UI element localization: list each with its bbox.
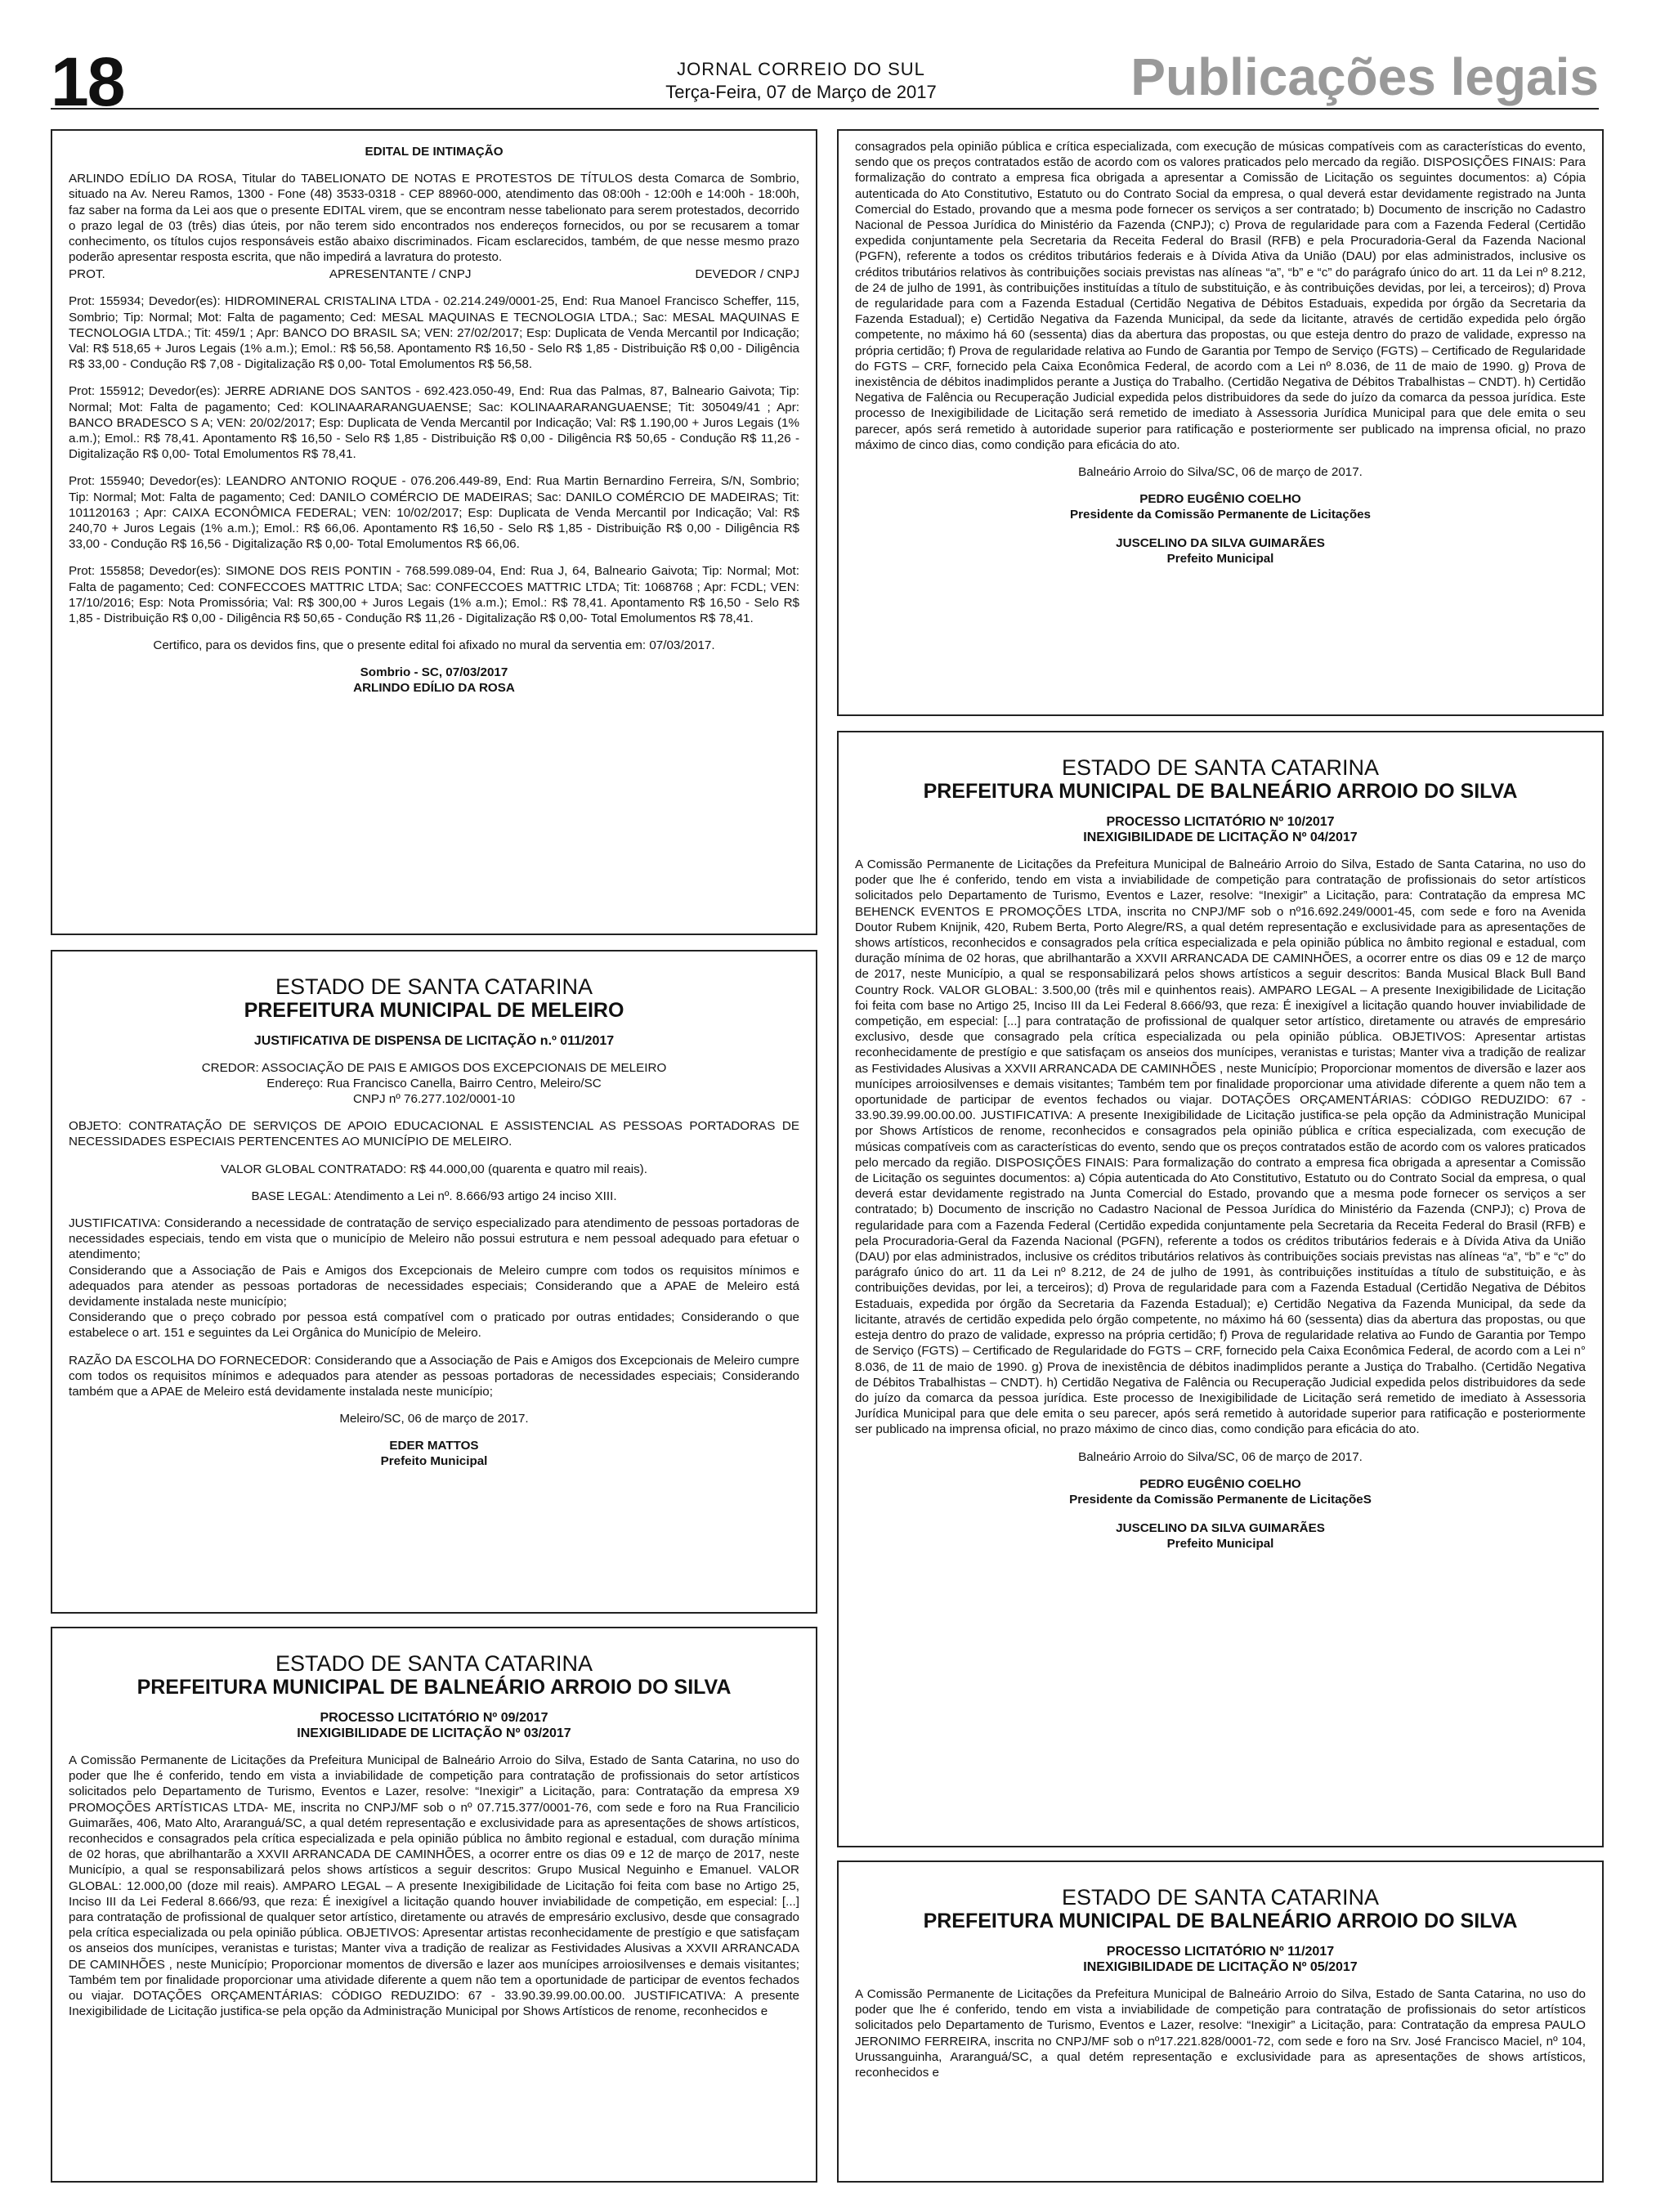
protest-entry: Prot: 155912; Devedor(es): JERRE ADRIANE DOS SANTOS - 692.423.050-49, End: Rua das Palmas, 87, Balneario Gaivota; Tip: Normal; Mot: Falta de pagamento; Ced: KOLINAARARANGUAENSE; Sac: KOLINAARARANGUAENSE; Tit: 305049/41 ; Apr: BANCO BRADESCO S A; VEN: 20/02/2017; Esp: Duplicata de Venda Mercantil por Indicação; Val: R$ 1.190,00 + Juros Legais (1% a.m.); Emol.: R$ 78,41. Apontamento R$ 16,50 - Selo R$ 1,85 - Distribuição R$ 0,00 - Diligência R$ 50,65 - Condução R$ 11,26 - Digitalização R$ 0,00- Total Emolumentos R$ 78,41. [69,384,799,462]
process-number: PROCESSO LICITATÓRIO Nº 10/2017 [1106,815,1335,829]
notice-title: EDITAL DE INTIMAÇÃO [365,145,504,159]
organization-heading: PREFEITURA MUNICIPAL DE MELEIRO [244,999,624,1022]
organization-heading: PREFEITURA MUNICIPAL DE BALNEÁRIO ARROIO DO SILVA [923,780,1518,803]
page-number: 18 [51,43,124,120]
state-heading: ESTADO DE SANTA CATARINA [1061,1885,1380,1910]
inexigibility-number: INEXIGIBILIDADE DE LICITAÇÃO Nº 03/2017 [297,1726,571,1740]
notice-arroio-09-2017 [51,1627,817,2183]
signature-name: PEDRO EUGÊNIO COELHO [1139,492,1301,507]
justification: JUSTIFICATIVA: Considerando a necessidade de contratação de serviço especializado para atendimento de pessoas portadoras de necessidades especiais, tendo em vista que o município de Meleiro não possui estrutura e nem pessoal adequado para efetuar o atendimento; [69,1216,799,1262]
column-headers [69,266,799,282]
notice-intro: ARLINDO EDÍLIO DA ROSA, Titular do TABELIONATO DE NOTAS E PROTESTOS DE TÍTULOS desta Comarca de Sombrio, situado na Av. Nereu Ramos, 1300 - Fone (48) 3533-0318 - CEP 88960-000, atendimento das 08:00h - 12:00h e 14:00h - 18:00h, faz saber na forma da Lei aos que o presente EDITAL virem, que se encontram nesse tabelionato para serem protestados, decorrido o prazo legal de 03 (três) dias úteis, por não terem sido encontrados nos endereços fornecidos, ou por se recusarem a tomar conhecimento, os títulos cujos responsáveis estão abaixo discriminados. Ficam esclarecidos, também, de que nesse mesmo prazo poderão apresentar resposta escrita, que não impedirá a lavratura do protesto. [69,172,799,265]
process-number: PROCESSO LICITATÓRIO Nº 11/2017 [1106,1945,1335,1959]
creditor-cnpj: CNPJ nº 76.277.102/0001-10 [352,1092,516,1106]
col-devedor: DEVEDOR / CNPJ [695,267,799,282]
signature-name: JUSCELINO DA SILVA GUIMARÃES [1116,536,1325,551]
state-heading: ESTADO DE SANTA CATARINA [275,1651,593,1676]
notice-body: A Comissão Permanente de Licitações da Prefeitura Municipal de Balneário Arroio do Silva, Estado de Santa Catarina, no uso do poder que lhe é conferido, tendo em vista a inviabilidade de competição para contratação de profissionais do setor artísticos solicitados pelo Departamento de Turismo, Eventos e Lazer, resolve: “Inexigir” a Licitação, para: Contratação da empresa X9 PROMOÇÕES ARTÍSTICAS LTDA- ME, inscrita no CNPJ/MF sob o nº 07.715.377/0001-76, com sede e foro na Rua Francilicio Guimarães, 406, Mato Alto, Araranguá/SC, a qual detém representação e exclusividade para as apresentações de shows artísticos, reconhecidos e consagrados pela crítica especializada e pela opinião pública no âmbito regional e estadual, com duração mínima de 02 horas, que abrilhantarão a XXVII ARRANCADA DE CAMINHÕES, a ocorrer entre os dias 09 e 12 de março de 2017, neste Município, a qual se responsabilizará pelos shows artísticos a seguir descritos: Grupo Musical Neguinho e Emanuel. VALOR GLOBAL: 12.000,00 (doze mil reais). AMPARO LEGAL – A presente Inexigibilidade de Licitação foi feita com base no Artigo 25, Inciso III da Lei Federal 8.666/93, que reza: É inexigível a licitação quando houver inviabilidade de competição, em especial: [...] para contratação de profissional de qualquer setor artístico, diretamente ou através de empresário exclusivo, desde que consagrado pela crítica especializada ou pela opinião pública. OBJETIVOS: Apresentar artistas reconhecidamente de prestígio e que satisfaçam os anseios dos munícipes, veranistas e turistas; Manter viva a tradição de realizar as Festividades Alusivas a XXVII ARRANCADA DE CAMINHÕES , neste Município; Proporcionar momentos de diversão e lazer aos munícipes arroiosilvenses e demais visitantes; Também tem por finalidade proporcionar uma atividade diferente a quem não tem a oportunidade de participar de eventos fechados ou viajar. DOTAÇÕES ORÇAMENTÁRIAS: CÓDIGO REDUZIDO: 67 - 33.90.39.99.00.00.00. JUSTIFICATIVA: A presente Inexigibilidade de Licitação justifica-se pela opção da Administração Municipal por Shows Artísticos de renome, reconhecidos e [69,1753,799,2019]
protest-entry: Prot: 155934; Devedor(es): HIDROMINERAL CRISTALINA LTDA - 02.214.249/0001-25, End: Rua Manoel Francisco Scheffer, 115, Sombrio; Tip: Normal; Mot: Falta de pagamento; Ced: MESAL MAQUINAS E TECNOLOGIA LTDA.; Sac: MESAL MAQUINAS E TECNOLOGIA LTDA.; Tit: 459/1 ; Apr: BANCO DO BRASIL SA; VEN: 27/02/2017; Esp: Duplicata de Venda Mercantil por Indicação; Val: R$ 518,65 + Juros Legais (1% a.m.); Emol.: R$ 56,58. Apontamento R$ 16,50 - Selo R$ 1,85 - Distribuição R$ 0,00 - Diligência R$ 33,00 - Condução R$ 7,08 - Digitalização R$ 0,00- Total Emolumentos R$ 56,58. [69,294,799,372]
signature-title: Prefeito Municipal [1166,552,1274,566]
signature-name: EDER MATTOS [389,1439,479,1453]
signature-name: JUSCELINO DA SILVA GUIMARÃES [1116,1520,1325,1535]
supplier-choice-reason: RAZÃO DA ESCOLHA DO FORNECEDOR: Considerando que a Associação de Pais e Amigos dos Excepcionais de Meleiro cumpre com todos os requisitos mínimos e adequados para atender as pessoas portadoras de necessidades especiais; Considerando também que a APAE de Meleiro está devidamente instalada neste município; [69,1353,799,1399]
signature-name: PEDRO EUGÊNIO COELHO [1139,1476,1301,1491]
newspaper-name: JORNAL CORREIO DO SUL [677,59,925,79]
signature-title: Presidente da Comissão Permanente de LicitaçõeS [1069,1492,1372,1507]
signature-place-date: Sombrio - SC, 07/03/2017 [360,665,508,680]
organization-heading: PREFEITURA MUNICIPAL DE BALNEÁRIO ARROIO DO SILVA [923,1910,1518,1932]
notice-body: A Comissão Permanente de Licitações da Prefeitura Municipal de Balneário Arroio do Silva, Estado de Santa Catarina, no uso do poder que lhe é conferido, tendo em vista a inviabilidade de competição para contratação de profissionais do setor artísticos solicitados pelo Departamento de Turismo, Eventos e Lazer, resolve: “Inexigir” a Licitação, para: Contratação da empresa PAULO JERONIMO FERREIRA, inscrita no CNPJ/MF sob o nº17.221.828/0001-72, com sede e foro na Srv. José Francisco Maciel, nº 104, Urussanguinha, Araranguá/SC, a qual detém representação e exclusividade para as apresentações de shows artísticos, reconhecidos e [855,1987,1586,2080]
notice-date: Balneário Arroio do Silva/SC, 06 de março de 2017. [1078,1449,1363,1464]
state-heading: ESTADO DE SANTA CATARINA [275,974,593,999]
creditor-address: Endereço: Rua Francisco Canella, Bairro Centro, Meleiro/SC [266,1077,602,1090]
inexigibility-number: INEXIGIBILIDADE DE LICITAÇÃO Nº 05/2017 [1083,1960,1358,1974]
col-apresentante: APRESENTANTE / CNPJ [329,267,472,282]
signature-title: Prefeito Municipal [1166,1536,1274,1551]
notice-edital-intimacao [51,129,817,935]
process-number: PROCESSO LICITATÓRIO Nº 09/2017 [320,1711,548,1725]
notice-body: consagrados pela opinião pública e crítica especializada, com execução de músicas compatíveis com as características do evento, sendo que os preços contratados estão de acordo com os valores praticados pelo mercado da região. DISPOSIÇÕES FINAIS: Para formalização do contrato a empresa fica obrigada a apresentar a Comissão de Licitação os seguintes documentos: a) Cópia autenticada do Ato Constitutivo, Estatuto ou do Contrato Social da empresa, o qual deverá estar devidamente registrado na Junta Comercial do Estado, provando que a mesma pode fornecer os serviços a ser contratado; b) Documento de inscrição no Cadastro Nacional de Pessoa Jurídica do Ministério da Fazenda (CNPJ); c) Prova de regularidade para com a Fazenda Federal (Certidão expedida conjuntamente pela Secretaria da Receita Federal do Brasil (RFB) e pela Procuradoria-Geral da Fazenda Nacional (PGFN), referente a todos os créditos tributários federais e à Dívida Ativa da União (DAU) por elas administrados, inclusive os créditos tributários relativos às contribuições sociais previstas nas alíneas “a”, “b” e “c” do parágrafo único do art. 11 da Lei nº 8.212, de 24 de julho de 1991, às contribuições instituídas a título de substituição, e às contribuições devidas, por lei, a terceiros); d) Prova de regularidade para com a Fazenda Estadual (Certidão Negativa de Débitos Estaduais, expedida por órgão da Secretaria da Fazenda Estadual); e) Certidão Negativa da Fazenda Municipal, da sede da licitante, através de certidão expedida pelo órgão competente, no máximo há 60 (sessenta) dias da abertura das propostas, ou que esteja dentro do prazo de validade, expresso na própria certidão; f) Prova de regularidade relativa ao Fundo de Garantia por Tempo de Serviço (FGTS) – Certificado de Regularidade do FGTS – CRF, fornecido pela Caixa Econômica Federal, de acordo com a Lei nº 8.036, de 11 de maio de 1990. g) Prova de inexistência de débitos inadimplidos perante a Justiça do Trabalho. (Certidão Negativa de Débitos Trabalhistas – CNDT). h) Certidão Negativa de Falência ou Recuperação Judicial expedida pelos distribuidores da sede do juízo da comarca da pessoa jurídica. Este processo de Inexigibilidade de Licitação será remetido de imediato à Assessoria Jurídica Municipal para que dele emita o seu parecer, após será remetido à autoridade superior para ratificação e posteriormente ser publicado na imprensa oficial, no prazo máximo de cinco dias, como condição para eficácia do ato. [855,140,1586,452]
notice-body: A Comissão Permanente de Licitações da Prefeitura Municipal de Balneário Arroio do Silva, Estado de Santa Catarina, no uso do poder que lhe é conferido, tendo em vista a inviabilidade de competição para contratação de profissionais do setor artísticos solicitados pelo Departamento de Turismo, Eventos e Lazer, resolve: “Inexigir” a Licitação, para: Contratação da empresa MC BEHENCK EVENTOS E PROMOÇÕES LTDA, inscrita no CNPJ/MF sob o nº16.692.249/0001-45, com sede e foro na Avenida Doutor Rubem Knijnik, 420, Rubem Berta, Porto Alegre/RS, a qual detém representação e exclusividade para as apresentações de shows artísticos, reconhecidos e consagrados pela crítica especializada e pela opinião pública no âmbito regional e estadual, com duração mínima de 02 horas, que abrilhantarão a XXVII ARRANCADA DE CAMINHÕES, a ocorrer entre os dias 09 e 12 de março de 2017, neste Município, a qual se responsabilizará pelos shows artísticos a seguir descritos: Banda Musical Black Bull Band Country Rock. VALOR GLOBAL: 3.500,00 (três mil e quinhentos reais). AMPARO LEGAL – A presente Inexigibilidade de Licitação foi feita com base no Artigo 25, Inciso III da Lei Federal 8.666/93, que reza: É inexigível a licitação quando houver inviabilidade de competição, em especial: [...] para contratação de profissional de qualquer setor artístico, diretamente ou através de empresário exclusivo, desde que consagrado pela crítica especializada ou pela opinião pública. OBJETIVOS: Apresentar artistas reconhecidamente de prestígio e que satisfaçam os anseios dos munícipes, veranistas e turistas; Manter viva a tradição de realizar as Festividades Alusivas a XXVII ARRANCADA DE CAMINHÕES , neste Município; Proporcionar momentos de diversão e lazer aos munícipes arroiosilvenses e demais visitantes; Também tem por finalidade proporcionar uma atividade diferente a quem não tem a oportunidade de participar de eventos fechados ou viajar. DOTAÇÕES ORÇAMENTÁRIAS: CÓDIGO REDUZIDO: 67 - 33.90.39.99.00.00.00. JUSTIFICATIVA: A presente Inexigibilidade de Licitação justifica-se pela opção da Administração Municipal por Shows Artísticos de renome, reconhecidos e consagrados pela opinião pública e crítica especializada, com execução de músicas compatíveis com as características do evento, sendo que os preços contratados estão de acordo com os valores praticados pelo mercado da região. DISPOSIÇÕES FINAIS: Para formalização do contrato a empresa fica obrigada a apresentar a Comissão de Licitação os seguintes documentos: a) Cópia autenticada do Ato Constitutivo, Estatuto ou do Contrato Social da empresa, o qual deverá estar devidamente registrado na Junta Comercial do Estado, provando que a mesma pode fornecer os serviços a ser contratado; b) Documento de inscrição no Cadastro Nacional de Pessoa Jurídica do Ministério da Fazenda (CNPJ); c) Prova de regularidade para com a Fazenda Federal (Certidão expedida conjuntamente pela Secretaria da Receita Federal do Brasil (RFB) e pela Procuradoria-Geral da Fazenda Nacional (PGFN), referente a todos os créditos tributários federais e à Dívida Ativa da União (DAU) por elas administrados, inclusive os créditos tributários relativos às contribuições sociais previstas nas alíneas “a”, “b” e “c” do parágrafo único do art. 11 da Lei nº 8.212, de 24 de julho de 1991, às contribuições instituídas a título de substituição, e às contribuições devidas, por lei, a terceiros); d) Prova de regularidade para com a Fazenda Estadual (Certidão Negativa de Débitos Estaduais, expedida por órgão da Secretaria da Fazenda Estadual); e) Certidão Negativa da Fazenda Municipal, da sede da licitante, através de certidão expedida pelo órgão competente, no máximo há 60 (sessenta) dias da abertura das propostas, ou que esteja dentro do prazo de validade, expresso na própria certidão; f) Prova de regularidade relativa ao Fundo de Garantia por Tempo de Serviço (FGTS) – Certificado de Regularidade do FGTS – CRF, fornecido pela Caixa Econômica Federal, de acordo com a Lei n° 8.036, de 11 de maio de 1990. g) Prova de inexistência de débitos inadimplidos perante a Justiça do Trabalho. (Certidão Negativa de Débitos Trabalhistas – CNDT). h) Certidão Negativa de Falência ou Recuperação Judicial expedida pelos distribuidores da sede do juízo da comarca da pessoa jurídica. Este processo de Inexigibilidade de Licitação será remetido de imediato à Assessoria Jurídica Municipal para que dele emita o seu parecer, após será remetido à autoridade superior para ratificação e posteriormente ser publicado na imprensa oficial, no prazo máximo de cinco dias, como condição para eficácia do ato. [855,857,1586,1437]
header-rule [51,108,1599,110]
state-heading: ESTADO DE SANTA CATARINA [1061,755,1380,780]
signature-name: ARLINDO EDÍLIO DA ROSA [353,681,515,696]
notice-date: Balneário Arroio do Silva/SC, 06 de março de 2017. [1078,465,1363,480]
organization-heading: PREFEITURA MUNICIPAL DE BALNEÁRIO ARROIO DO SILVA [137,1676,732,1699]
notice-subtitle: JUSTIFICATIVA DE DISPENSA DE LICITAÇÃO n.º 011/2017 [253,1034,615,1048]
protest-entry: Prot: 155858; Devedor(es): SIMONE DOS REIS PONTIN - 768.599.089-04, End: Rua J, 64, Balneario Gaivota; Tip: Normal; Mot: Falta de pagamento; Ced: CONFECCOES MATTRIC LTDA; Sac: CONFECCOES MATTRIC LTDA; Tit: 1068768 ; Apr: FCDL; VEN: 17/10/2016; Esp: Nota Promissória; Val: R$ 300,00 + Juros Legais (1% a.m.); Emol.: R$ 78,41. Apontamento R$ 16,50 - Selo R$ 1,85 - Distribuição R$ 0,00 - Diligência R$ 50,65 - Condução R$ 11,26 - Digitalização R$ 0,00- Total Emolumentos R$ 78,41. [69,564,799,626]
issue-date: Terça-Feira, 07 de Março de 2017 [665,82,937,102]
justification: Considerando que o preço cobrado por pessoa está compatível com o praticado por outras entidades; Considerando o que estabelece o art. 151 e seguintes da Lei Orgânica do Município de Meleiro. [69,1310,799,1341]
notice-arroio-10-2017 [837,731,1604,1847]
col-prot: PROT. [69,267,105,282]
signature-title: Presidente da Comissão Permanente de Licitações [1069,508,1371,522]
contract-value: VALOR GLOBAL CONTRATADO: R$ 44.000,00 (quarenta e quatro mil reais). [221,1162,647,1176]
legal-basis: BASE LEGAL: Atendimento a Lei nº. 8.666/93 artigo 24 inciso XIII. [251,1189,617,1203]
certification-text: Certifico, para os devidos fins, que o presente edital foi afixado no mural da serventia em: 07/03/2017. [153,638,715,653]
inexigibility-number: INEXIGIBILIDADE DE LICITAÇÃO Nº 04/2017 [1083,831,1358,844]
notice-meleiro [51,950,817,1614]
notice-date: Meleiro/SC, 06 de março de 2017. [339,1412,529,1426]
signature-title: Prefeito Municipal [380,1454,488,1469]
section-title: Publicações legais [1130,47,1599,106]
creditor-line: CREDOR: ASSOCIAÇÃO DE PAIS E AMIGOS DOS EXCEPCIONAIS DE MELEIRO [201,1061,667,1075]
notice-arroio-09-2017-continuation [837,129,1604,716]
notice-arroio-11-2017 [837,1860,1604,2183]
justification: Considerando que a Associação de Pais e Amigos dos Excepcionais de Meleiro cumpre com todos os requisitos mínimos e adequados para atender as pessoas portadoras de necessidades especiais; Considerando que a APAE de Meleiro está devidamente instalada neste município; [69,1263,799,1310]
object-text: OBJETO: CONTRATAÇÃO DE SERVIÇOS DE APOIO EDUCACIONAL E ASSISTENCIAL AS PESSOAS PORTADORAS DE NECESSIDADES ESPECIAIS PERTENCENTES AO MUNICÍPIO DE MELEIRO. [69,1119,799,1149]
protest-entry: Prot: 155940; Devedor(es): LEANDRO ANTONIO ROQUE - 076.206.449-89, End: Rua Martin Bernardino Ferreira, S/N, Sombrio; Tip: Normal; Mot: Falta de pagamento; Ced: DANILO COMÉRCIO DE MADEIRAS; Sac: DANILO COMÉRCIO DE MADEIRAS; Tit: 101120163 ; Apr: CAIXA ECONÔMICA FEDERAL; VEN: 10/02/2017; Esp: Duplicata de Venda Mercantil por Indicação; Val: R$ 240,70 + Juros Legais (1% a.m.); Emol.: R$ 66,06. Apontamento R$ 16,50 - Selo R$ 1,85 - Distribuição R$ 0,00 - Diligência R$ 33,00 - Condução R$ 16,56 - Digitalização R$ 0,00- Total Emolumentos R$ 66,06. [69,474,799,552]
